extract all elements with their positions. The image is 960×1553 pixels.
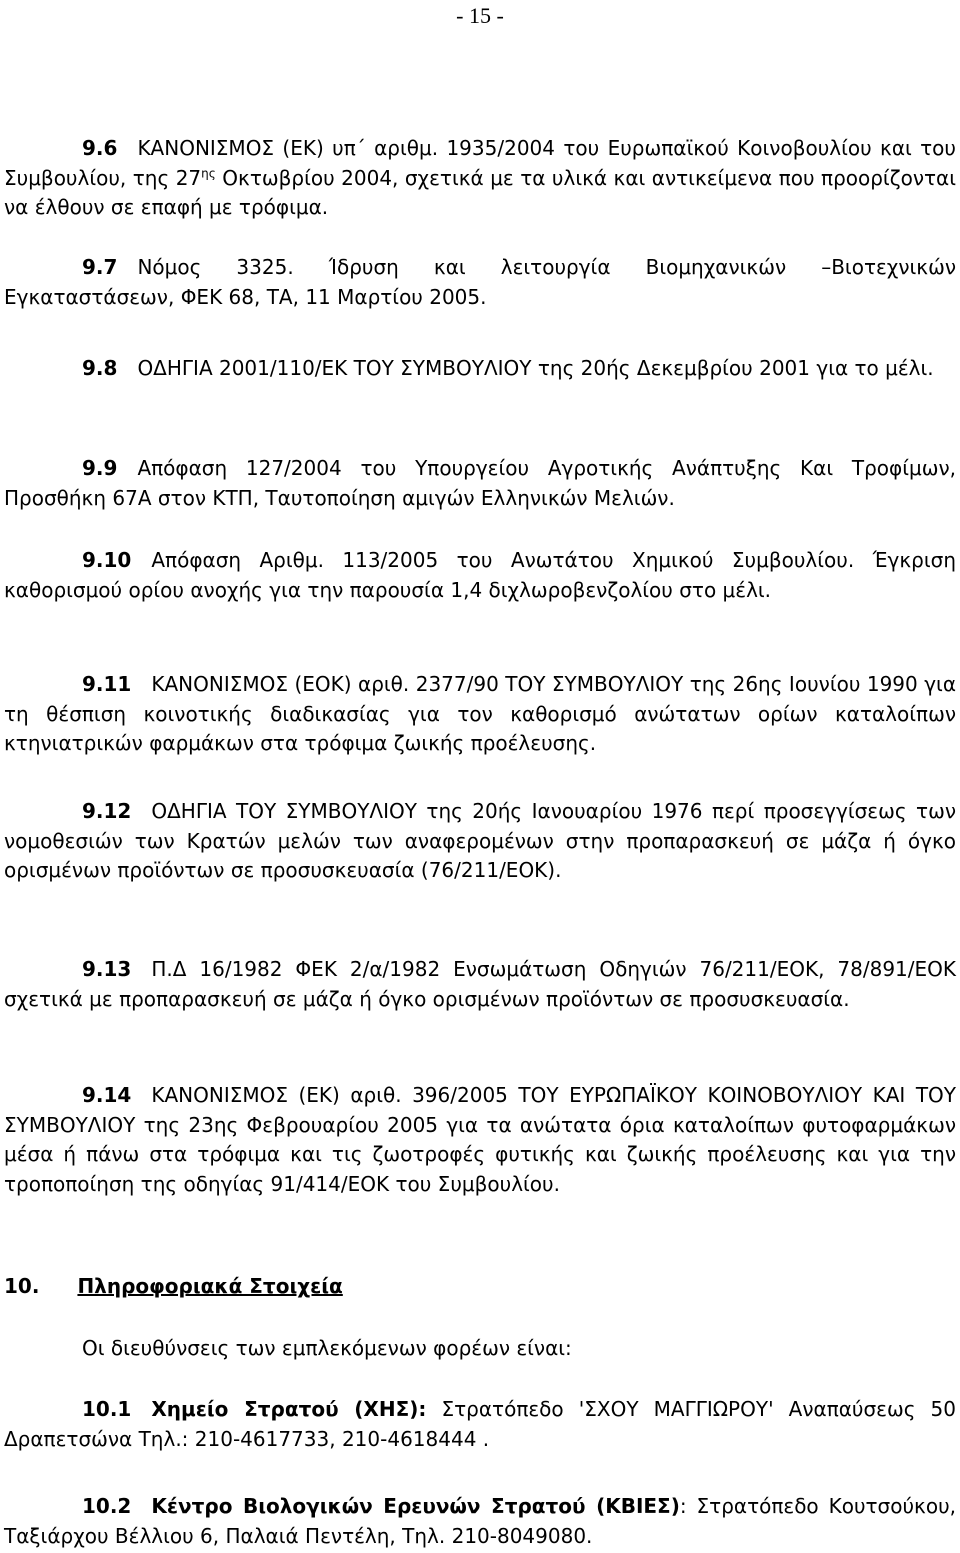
reference-number: 9.10 xyxy=(82,548,132,572)
reference-number: 9.14 xyxy=(82,1083,132,1107)
reference-number: 9.8 xyxy=(82,356,118,380)
reference-text: Απόφαση 127/2004 του Υπουργείου Αγροτικής Ανάπτυξης Και Τροφίμων, Προσθήκη 67Α στον ΚΤΠ, Ταυτοποίηση αμιγών Ελληνικών Μελιών. xyxy=(4,456,956,510)
reference-text: ΟΔΗΓΙΑ ΤΟΥ ΣΥΜΒΟΥΛΙΟΥ της 20ής Ιανουαρίου 1976 περί προσεγγίσεως των νομοθεσιών των Κρατών μελών των αναφερομένων στην προπαρασκευή σε μάζα ή όγκο ορισμένων προϊόντων σε προσυσκευασία (76/211/ΕΟΚ). xyxy=(4,799,956,882)
section-title: Πληροφοριακά Στοιχεία xyxy=(77,1274,343,1298)
contact-10-2 xyxy=(4,1492,956,1551)
section-10-heading xyxy=(4,1272,343,1302)
page-number: - 15 - xyxy=(456,3,504,28)
contact-details: : Στρατόπεδο Κουτσούκου, Ταξιάρχου Βέλλιου 6, Παλαιά Πεντέλη, Τηλ. 210-8049080. xyxy=(4,1494,956,1548)
reference-text-cont: Οκτωβρίου 2004, σχετικά με τα υλικά και αντικείμενα που προορίζονται να έλθουν σε επαφή με τρόφιμα. xyxy=(4,165,956,219)
reference-number: 9.7 xyxy=(82,255,118,279)
reference-text: ΚΑΝΟΝΙΣΜΟΣ (ΕΚ) αριθ. 396/2005 ΤΟΥ ΕΥΡΩΠΑΪΚΟΥ ΚΟΙΝΟΒΟΥΛΙΟΥ ΚΑΙ ΤΟΥ ΣΥΜΒΟΥΛΙΟΥ της 23ης Φεβρουαρίου 2005 για τα ανώτατα όρια καταλοίπων φυτοφαρμάκων μέσα ή πάνω στα τρόφιμα και τις ζωοτροφές φυτικής και ζωικής προέλευσης και για την τροποποίηση της οδηγίας 91/414/ΕΟΚ του Συμβουλίου. xyxy=(4,1083,956,1196)
section-10-intro: Οι διευθύνσεις των εμπλεκόμενων φορέων είναι: xyxy=(82,1336,572,1360)
reference-number: 9.6 xyxy=(82,136,118,160)
reference-text: Απόφαση Αριθμ. 113/2005 του Ανωτάτου Χημικού Συμβουλίου. Έγκριση καθορισμού ορίου ανοχής για την παρουσία 1,4 διχλωροβενζολίου στο μέλι. xyxy=(4,548,956,602)
reference-text: ΟΔΗΓΙΑ 2001/110/ΕΚ ΤΟΥ ΣΥΜΒΟΥΛΙΟΥ της 20ής Δεκεμβρίου 2001 για το μέλι. xyxy=(137,356,934,380)
reference-9-12 xyxy=(4,797,956,886)
reference-text: Π.Δ 16/1982 ΦΕΚ 2/α/1982 Ενσωμάτωση Οδηγιών 76/211/ΕΟΚ, 78/891/ΕΟΚ σχετικά με προπαρασκευή σε μάζα ή όγκο ορισμένων προϊόντων σε προσυσκευασία. xyxy=(4,957,956,1011)
reference-number: 9.12 xyxy=(82,799,132,823)
contact-10-1 xyxy=(4,1395,956,1454)
reference-9-13 xyxy=(4,955,956,1014)
section-number: 10. xyxy=(4,1274,40,1298)
reference-number: 9.11 xyxy=(82,672,132,696)
contact-number: 10.2 xyxy=(82,1494,132,1518)
reference-9-6 xyxy=(4,134,956,223)
contact-number: 10.1 xyxy=(82,1397,132,1421)
reference-number: 9.13 xyxy=(82,957,132,981)
superscript: ης xyxy=(201,165,216,180)
contact-name: Χημείο Στρατού (ΧΗΣ): xyxy=(151,1397,427,1421)
contact-name: Κέντρο Βιολογικών Ερευνών Στρατού (ΚΒΙΕΣ) xyxy=(151,1494,680,1518)
reference-9-7 xyxy=(4,253,956,312)
reference-9-9 xyxy=(4,454,956,513)
reference-text: Νόμος 3325. Ίδρυση και λειτουργία Βιομηχανικών –Βιοτεχνικών Εγκαταστάσεων, ΦΕΚ 68, ΤΑ, 11 Μαρτίου 2005. xyxy=(4,255,956,309)
reference-text: ΚΑΝΟΝΙΣΜΟΣ (ΕΚ) υπ΄ αριθμ. 1935/2004 του Ευρωπαϊκού Κοινοβουλίου και του Συμβουλίου, της 27 xyxy=(4,136,956,190)
reference-9-14 xyxy=(4,1081,956,1199)
reference-9-8 xyxy=(4,354,956,384)
reference-text: ΚΑΝΟΝΙΣΜΟΣ (ΕΟΚ) αριθ. 2377/90 ΤΟΥ ΣΥΜΒΟΥΛΙΟΥ της 26ης Ιουνίου 1990 για τη θέσπιση κοινοτικής διαδικασίας για τον καθορισμό ανώτατων ορίων καταλοίπων κτηνιατρικών φαρμάκων στα τρόφιμα ζωικής προέλευσης. xyxy=(4,672,956,755)
contact-details: Στρατόπεδο 'ΣΧΟΥ ΜΑΓΓΙΩΡΟΥ' Αναπαύσεως 50 Δραπετσώνα Τηλ.: 210-4617733, 210-4618444 . xyxy=(4,1397,957,1451)
reference-9-10 xyxy=(4,546,956,605)
reference-number: 9.9 xyxy=(82,456,118,480)
reference-9-11 xyxy=(4,670,956,759)
